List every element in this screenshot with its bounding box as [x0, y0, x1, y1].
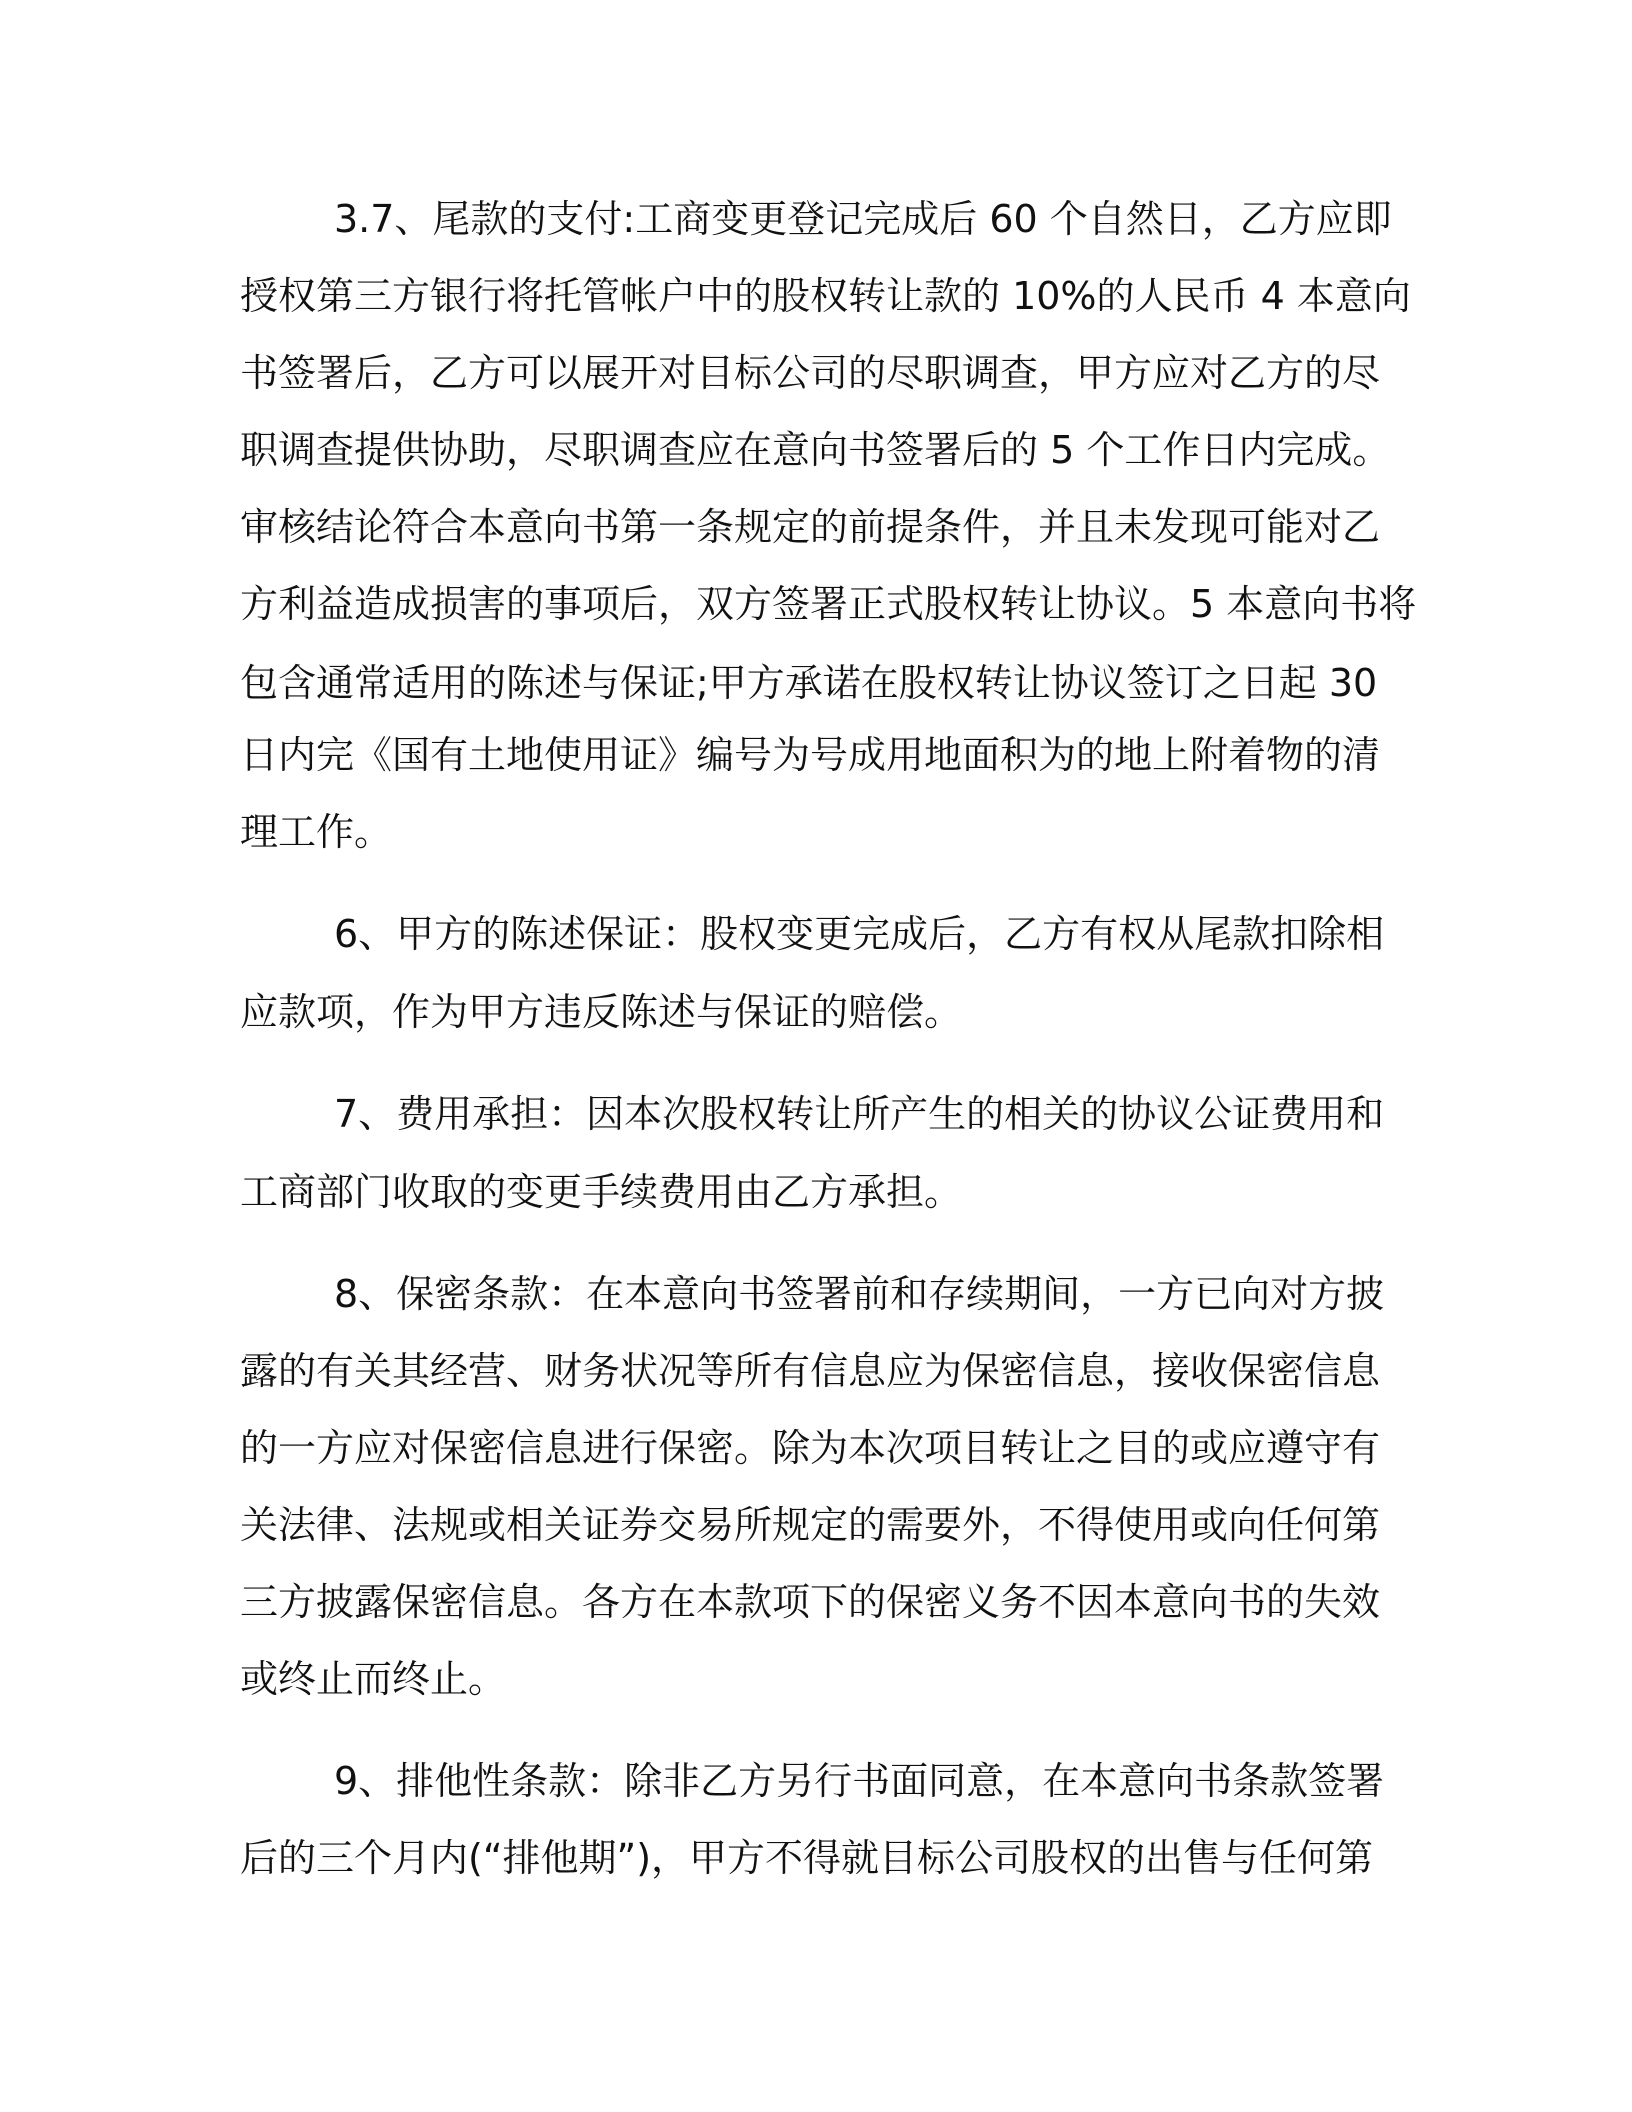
- clause-7-line-2: 工商部门收取的变更手续费用由乙方承担。: [240, 1170, 963, 1214]
- clause-8-line-5: 三方披露保密信息。各方在本款项下的保密义务不因本意向书的失效: [240, 1580, 1381, 1624]
- clause-3-7-line-4: 职调查提供协助，尽职调查应在意向书签署后的 5 个工作日内完成。: [240, 428, 1391, 472]
- clause-3-7-line-2: 授权第三方银行将托管帐户中的股权转让款的 10%的人民币 4 本意向: [240, 274, 1411, 318]
- clause-8-line-3: 的一方应对保密信息进行保密。除为本次项目转让之目的或应遵守有: [240, 1426, 1381, 1470]
- clause-8-line-1: 8、保密条款：在本意向书签署前和存续期间，一方已向对方披: [334, 1272, 1385, 1316]
- clause-3-7-line-1: 3.7、尾款的支付:工商变更登记完成后 60 个自然日，乙方应即: [334, 197, 1392, 241]
- clause-3-7-line-8: 日内完《国有土地使用证》编号为号成用地面积为的地上附着物的清: [240, 733, 1381, 777]
- clause-9-line-2: 后的三个月内(“排他期”)，甲方不得就目标公司股权的出售与任何第: [240, 1836, 1374, 1880]
- clause-6-line-1: 6、甲方的陈述保证：股权变更完成后，乙方有权从尾款扣除相: [334, 912, 1385, 956]
- clause-8-line-4: 关法律、法规或相关证券交易所规定的需要外，不得使用或向任何第: [240, 1503, 1381, 1547]
- clause-3-7-line-3: 书签署后，乙方可以展开对目标公司的尽职调查，甲方应对乙方的尽: [240, 351, 1381, 395]
- clause-3-7-line-6: 方利益造成损害的事项后，双方签署正式股权转让协议。5 本意向书将: [240, 582, 1417, 626]
- clause-9-line-1: 9、排他性条款：除非乙方另行书面同意，在本意向书条款签署: [334, 1759, 1385, 1803]
- clause-3-7-line-5: 审核结论符合本意向书第一条规定的前提条件，并且未发现可能对乙: [240, 505, 1381, 549]
- clause-7-line-1: 7、费用承担：因本次股权转让所产生的相关的协议公证费用和: [334, 1092, 1385, 1136]
- clause-8-line-2: 露的有关其经营、财务状况等所有信息应为保密信息，接收保密信息: [240, 1349, 1381, 1393]
- clause-3-7-line-9: 理工作。: [240, 810, 393, 854]
- clause-8-line-6: 或终止而终止。: [240, 1657, 507, 1701]
- clause-3-7-line-7: 包含通常适用的陈述与保证;甲方承诺在股权转让协议签订之日起 30: [240, 661, 1378, 705]
- clause-6-line-2: 应款项，作为甲方违反陈述与保证的赔偿。: [240, 990, 963, 1034]
